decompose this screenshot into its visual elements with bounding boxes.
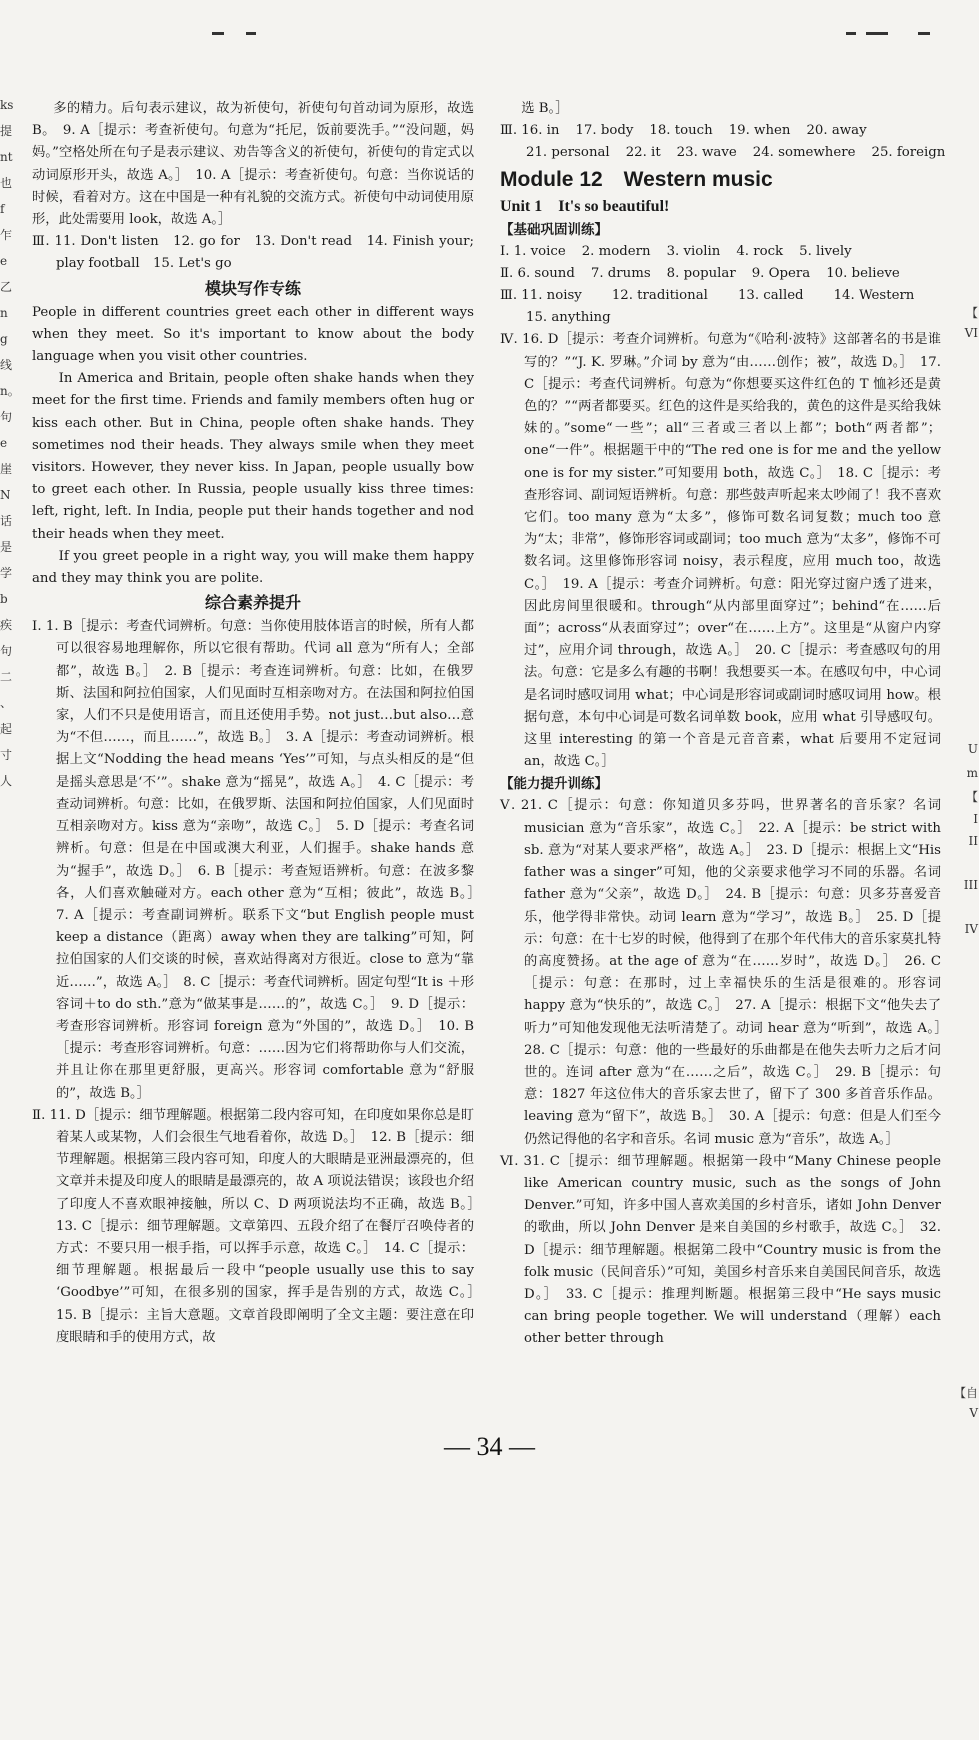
top-crop-marks (0, 18, 979, 48)
answer-item: 24. somewhere (752, 145, 856, 161)
answer-item: 10. believe (826, 265, 900, 281)
answer-row (500, 263, 941, 285)
edge-char: 【 (965, 790, 978, 804)
answer-section-3: Ⅲ. 11. Don't listen 12. go for 13. Don't read 14. Finish your; play football 15. Let's go (32, 234, 474, 272)
answer-part-1: Ⅰ. 1. B［提示：考查代词辨析。句意：当你使用肢体语言的时候，所有人都可以很容易地理解你，所以它很有帮助。代词 all 意为“所有人；全部都”，故选 B。］ 2. B［提示：考查连词辨析。句意：比如，在俄罗斯、法国和阿拉伯国家，人们见面时互相亲吻对方。在法国和阿拉伯国家，人们不只是使用语言，而且还使用手势。not just…but also…意为“不但……，而且……”，故选 B。］ 3. A［提示：考查动词辨析。根据上文“Nodding the head means ‘Yes’”可知，与点头相反的是“但是摇头意思是‘不’”。shake 意为“摇晃”，故选 A。］ 4. C［提示：考查动词辨析。句意：比如，在俄罗斯、法国和阿拉伯国家，人们见面时互相亲吻对方。kiss 意为“亲吻”，故选 C。］ 5. D［提示：考查名词辨析。句意：但是在中国或澳大利亚，人们握手。shake hands 意为“握手”，故选 D。］ 6. B［提示：考查短语辨析。句意：在波多黎各，人们喜欢触碰对方。each other 意为“互相；彼此”，故选 B。］ 7. A［提示：考查副词辨析。联系下文“but English people must keep a distance（距离）away when they are talking”可知，阿拉伯国家的人们交谈的时候，喜欢站得离对方很近。close to 意为“靠近……”，故选 A。］ 8. C［提示：考查代词辨析。固定句型“It is ＋形容词＋to do sth.”意为“做某事是……的”，故选 C。］ 9. D［提示：考查形容词辨析。形容词 foreign 意为“外国的”，故选 D。］ 10. B［提示：考查形容词辨析。句意：……因为它们将帮助你与人们交流，并且让你在那里更舒服，更高兴。形容词 comfortable 意为“舒服的”，故选 B。］ (32, 619, 488, 1101)
right-column (500, 98, 955, 1351)
answer-item: 4. rock (736, 243, 784, 259)
crop-mark (918, 32, 930, 35)
writing-section-title: 模块写作专练 (204, 278, 301, 298)
answer-item: 23. wave (676, 145, 737, 161)
crop-mark (212, 32, 224, 35)
basic-training-heading: 【基础巩固训练】 (500, 221, 608, 238)
edge-char: 【 (965, 306, 978, 320)
answer-part-4: Ⅳ. 16. D［提示：考查介词辨析。句意为“《哈利·波特》这部著名的书是谁写的？”“J. K. 罗琳。”介词 by 意为“由……创作；被”，故选 D。］ 17. C［提示：考查代词辨析。句意为“你想要买这件红色的 T 恤衫还是黄色的？”“两者都要买。红色的这件是买给我的，黄色的这件是买给我妹妹的。”some“一些”；all“三者或三者以上都”；both“两者都”；one“一件”。根据题干中的“The red one is for me and the yellow one is for my sister.”可知要用 both，故选 C。］ 18. C［提示：考查形容词、副词短语辨析。句意：那些鼓声听起来太吵闹了！我不喜欢它们。too many 意为“太多”，修饰可数名词复数；much too 意为“太；非常”，修饰形容词或副词；too much 意为“太多”，修饰不可数名词。这里修饰形容词 noisy，表示程度，应用 much too，故选 C。］ 19. A［提示：考查介词辨析。句意：阳光穿过窗户透了进来，因此房间里很暖和。through“从内部里面穿过”；behind“在……后面”；across“从表面穿过”；over“在……上方”。这里是“从窗户内穿过”，应用介词 through，故选 A。］ 20. C［提示：考查感叹句的用法。句意：它是多么有趣的书啊！我想要买一本。在感叹句中，中心词是名词时感叹词用 what；中心词是形容词或副词时感叹词用 how。根据句意，本句中心词是可数名词单数 book，应用 what 引导感叹句。这里 interesting 的第一个音是元音音素，what 后要用不定冠词 an，故选 C。］ (500, 332, 941, 770)
unit-title: Unit 1 It's so beautiful! (500, 197, 670, 215)
answer-part-2: Ⅱ. 11. D［提示：细节理解题。根据第二段内容可知，在印度如果你总是盯着某人或某物，人们会很生气地看着你，故选 D。］ 12. B［提示：细节理解题。根据第三段内容可知，印度人的大眼睛是亚洲最漂亮的，但文章并未提及印度人的眼睛是最漂亮的，故 A 项说法错误；该段也介绍了印度人不喜欢眼神接触，所以 C、D 两项说法均不正确，故选 B。］ 13. C［提示：细节理解题。文章第四、五段介绍了在餐厅召唤侍者的方式：不要只用一根手指，可以挥手示意，故选 C。］ 14. C［提示：细节理解题。根据最后一段中“people usually use this to say ‘Goodbye’”可知，在很多别的国家，挥手是告别的方式，故选 C。］ 15. B［提示：主旨大意题。文章首段即阐明了全文主题：要注意在印度眼睛和手的使用方式，故 (32, 1107, 488, 1345)
answer-row (500, 241, 941, 263)
answer-item: Ⅲ. 11. noisy (500, 288, 582, 304)
answer-paragraph: 多的精力。后句表示建议，故为祈使句，祈使句句首动词为原形，故选 B。 9. A［提示：考查祈使句。句意为“托尼，饭前要洗手。”“没问题，妈妈。”空格处所在句子是表示建议、劝告等含义的祈使句，祈使句的肯定式以动词原形开头，故选 A。］ 10. A［提示：考查祈使句。句意：当你说话的时候，看着对方。这在中国是一种有礼貌的交流方式。祈使句中动词使用原形，此处需要用 look，故选 A。］ (32, 101, 474, 228)
answer-item: 15. anything (526, 310, 611, 326)
edge-char: m (966, 766, 978, 780)
edge-char: I (973, 812, 978, 826)
left-edge-text: ks 提 nt 也 f 乍 e 乙 n g 线 n。 句 e 崖 N 话 是 学 b 疾 句 二 、 起 寸 人 (0, 98, 20, 788)
answer-item: 12. traditional (611, 288, 708, 304)
answer-item: 21. personal (526, 145, 610, 161)
answer-item: 13. called (737, 288, 804, 304)
answer-item: 20. away (806, 123, 867, 139)
answer-item: 25. foreign (871, 145, 946, 161)
answer-item: 8. popular (666, 265, 736, 281)
answer-item: 22. it (625, 145, 661, 161)
answer-part-5: Ⅴ. 21. C［提示：句意：你知道贝多芬吗，世界著名的音乐家？名词 musician 意为“音乐家”，故选 C。］ 22. A［提示：be strict with sb. 意为“对某人要求严格”，故选 A。］ 23. D［提示：根据上文“His father was a singer”可知，他的父亲要求他学习不同的乐器。名词 father 意为“父亲”，故选 D。］ 24. B［提示：句意：贝多芬喜爱音乐，他学得非常快。动词 learn 意为“学习”，故选 B。］ 25. D［提示：句意：在十七岁的时候，他得到了在那个年代伟大的音乐家莫扎特的高度赞扬。at the age of 意为“在……岁时”，故选 D。］ 26. C［提示：句意：在那时，过上幸福快乐的生活是很难的。形容词 happy 意为“快乐的”，故选 C。］ 27. A［提示：根据下文“他失去了听力”可知他发现他无法听清楚了。动词 hear 意为“听到”，故选 A。］ 28. C［提示：句意：他的一些最好的乐曲都是在他失去听力之后才问世的。连词 after 意为“在……之后”，故选 C。］ 29. B［提示：句意：1827 年这位伟大的音乐家去世了，留下了 300 多首音乐作品。leaving 意为“留下”，故选 B。］ 30. A［提示：句意：但是人们至今仍然记得他的名字和音乐。名词 music 意为“音乐”，故选 A。］ (500, 798, 955, 1147)
answer-item: 2. modern (581, 243, 651, 259)
answer-part-6: Ⅵ. 31. C［提示：细节理解题。根据第一段中“Many Chinese people like American country music, such as the songs of John Denver.”可知，许多中国人喜欢美国的乡村音乐，诸如 John Denver 的歌曲，所以 John Denver 是来自美国的乡村歌手，故选 C。］ 32. D［提示：细节理解题。根据第二段中“Country music is from the folk music（民间音乐）”可知，美国乡村音乐来自美国民间音乐，故选 D。］ 33. C［提示：推理判断题。根据第三段中“He says music can bring people together. We will understand（理解）each other better through (500, 1153, 941, 1347)
right-edge-text (953, 300, 979, 1740)
crop-mark (866, 32, 888, 35)
page-number: — 34 — (444, 1432, 535, 1461)
edge-char: VI (964, 326, 978, 340)
crop-mark (846, 32, 856, 35)
answer-item: 14. Western (833, 288, 915, 304)
edge-char: II (968, 834, 978, 848)
essay-paragraph: If you greet people in a right way, you will make them happy and they may think you are polite. (32, 548, 474, 587)
answer-row (500, 142, 946, 164)
crop-mark (246, 32, 256, 35)
essay-paragraph: People in different countries greet each other in different ways when they meet. So it's important to know about the body language when you visit other countries. (32, 304, 474, 365)
edge-char: V (969, 1406, 978, 1420)
answer-continued: 选 B。］ (521, 101, 569, 116)
answer-row (500, 285, 941, 307)
answer-item: Ⅱ. 6. sound (500, 265, 575, 281)
left-column (32, 98, 488, 1349)
answer-item: 18. touch (649, 123, 713, 139)
answer-item: 5. lively (799, 243, 852, 259)
answer-item: 17. body (575, 123, 634, 139)
ability-training-heading: 【能力提升训练】 (500, 776, 608, 793)
answer-item: 3. violin (666, 243, 721, 259)
module-title: Module 12 Western music (500, 167, 773, 191)
edge-char: IV (964, 922, 978, 936)
answer-row (500, 120, 941, 142)
answer-item: Ⅲ. 16. in (500, 123, 560, 139)
edge-char: III (963, 878, 978, 892)
answer-item: 7. drums (590, 265, 651, 281)
essay-paragraph: In America and Britain, people often shake hands when they meet for the first time. Friends and family members often hug or kiss each other. But in China, people often shake hands. They sometimes nod their heads. They always smile when they meet visitors. However, they never kiss. In Japan, people usually bow to greet each other. In Russia, people usually kiss three times: left, right, left. In India, people put their hands together and nod their heads when they meet. (32, 371, 474, 542)
comprehensive-section-title: 综合素养提升 (204, 593, 301, 613)
answer-item: Ⅰ. 1. voice (500, 243, 566, 259)
edge-char: 【自 (953, 1386, 978, 1400)
answer-item: 9. Opera (751, 265, 811, 281)
answer-item: 19. when (728, 123, 791, 139)
edge-char: U (967, 742, 978, 756)
